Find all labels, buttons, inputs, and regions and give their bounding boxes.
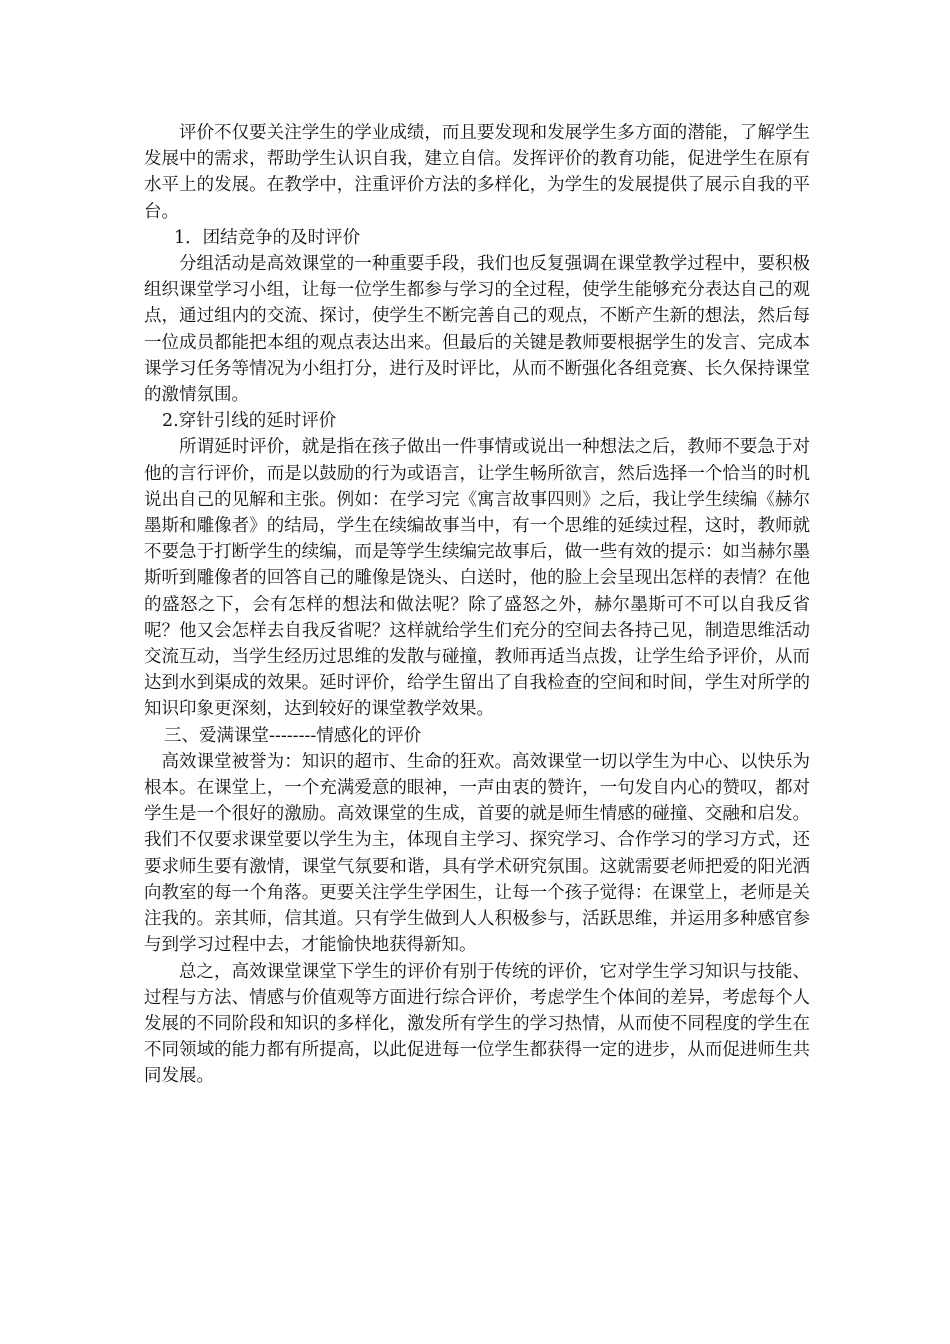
section-heading-1: 1．团结竞争的及时评价 bbox=[174, 227, 361, 248]
document-page bbox=[144, 120, 810, 1090]
section-1-paragraph: 分组活动是高效课堂的一种重要手段，我们也反复强调在课堂教学过程中，要积极组织课堂学习小组，让每一位学生都参与学习的全过程，使学生能够充分表达自己的观点，通过组内的交流、探讨，使学生不断完善自己的观点，不断产生新的想法，然后每一位成员都能把本组的观点表达出来。但最后的关键是教师要根据学生的发言、完成本课学习任务等情况为小组打分，进行及时评比，从而不断强化各组竞赛、长久保持课堂的激情氛围。 bbox=[144, 254, 810, 406]
conclusion-paragraph: 总之，高效课堂课堂下学生的评价有别于传统的评价，它对学生学习知识与技能、过程与方法、情感与价值观等方面进行综合评价，考虑学生个体间的差异，考虑每个人发展的不同阶段和知识的多样化，激发所有学生的学习热情，从而使不同程度的学生在不同领域的能力都有所提高，以此促进每一位学生都获得一定的进步，从而促进师生共同发展。 bbox=[144, 961, 810, 1087]
section-3-paragraph: 高效课堂被誉为：知识的超市、生命的狂欢。高效课堂一切以学生为中心、以快乐为根本。在课堂上，一个充满爱意的眼神，一声由衷的赞许，一句发自内心的赞叹，都对学生是一个很好的激励。高效课堂的生成，首要的就是师生情感的碰撞、交融和启发。我们不仅要求课堂要以学生为主，体现自主学习、探究学习、合作学习的学习方式，还要求师生要有激情，课堂气氛要和谐，具有学术研究氛围。这就需要老师把爱的阳光洒向教室的每一个角落。更要关注学生学困生，让每一个孩子觉得：在课堂上，老师是关注我的。亲其师，信其道。只有学生做到人人积极参与，活跃思维，并运用多种感官参与到学习过程中去，才能愉快地获得新知。 bbox=[144, 751, 810, 956]
intro-paragraph: 评价不仅要关注学生的学业成绩，而且要发现和发展学生多方面的潜能，了解学生发展中的需求，帮助学生认识自我，建立自信。发挥评价的教育功能，促进学生在原有水平上的发展。在教学中，注重评价方法的多样化，为学生的发展提供了展示自我的平台。 bbox=[144, 123, 810, 222]
section-2-paragraph: 所谓延时评价，就是指在孩子做出一件事情或说出一种想法之后，教师不要急于对他的言行评价，而是以鼓励的行为或语言，让学生畅所欲言，然后选择一个恰当的时机说出自己的见解和主张。例如：在学习完《寓言故事四则》之后，我让学生续编《赫尔墨斯和雕像者》的结局，学生在续编故事当中，有一个思维的延续过程，这时，教师就不要急于打断学生的续编，而是等学生续编完故事后，做一些有效的提示：如当赫尔墨斯听到雕像者的回答自己的雕像是饶头、白送时，他的脸上会呈现出怎样的表情？在他的盛怒之下，会有怎样的想法和做法呢？除了盛怒之外，赫尔墨斯可不可以自我反省呢？他又会怎样去自我反省呢？这样就给学生们充分的空间去各持己见，制造思维活动交流互动，当学生经历过思维的发散与碰撞，教师再适当点拨，让学生给予评价，从而达到水到渠成的效果。延时评价，给学生留出了自我检查的空间和时间，学生对所学的知识印象更深刻，达到较好的课堂教学效果。 bbox=[144, 437, 810, 720]
section-heading-3: 三、爱满课堂--------情感化的评价 bbox=[164, 725, 422, 746]
section-heading-2: 2.穿针引线的延时评价 bbox=[162, 411, 337, 432]
